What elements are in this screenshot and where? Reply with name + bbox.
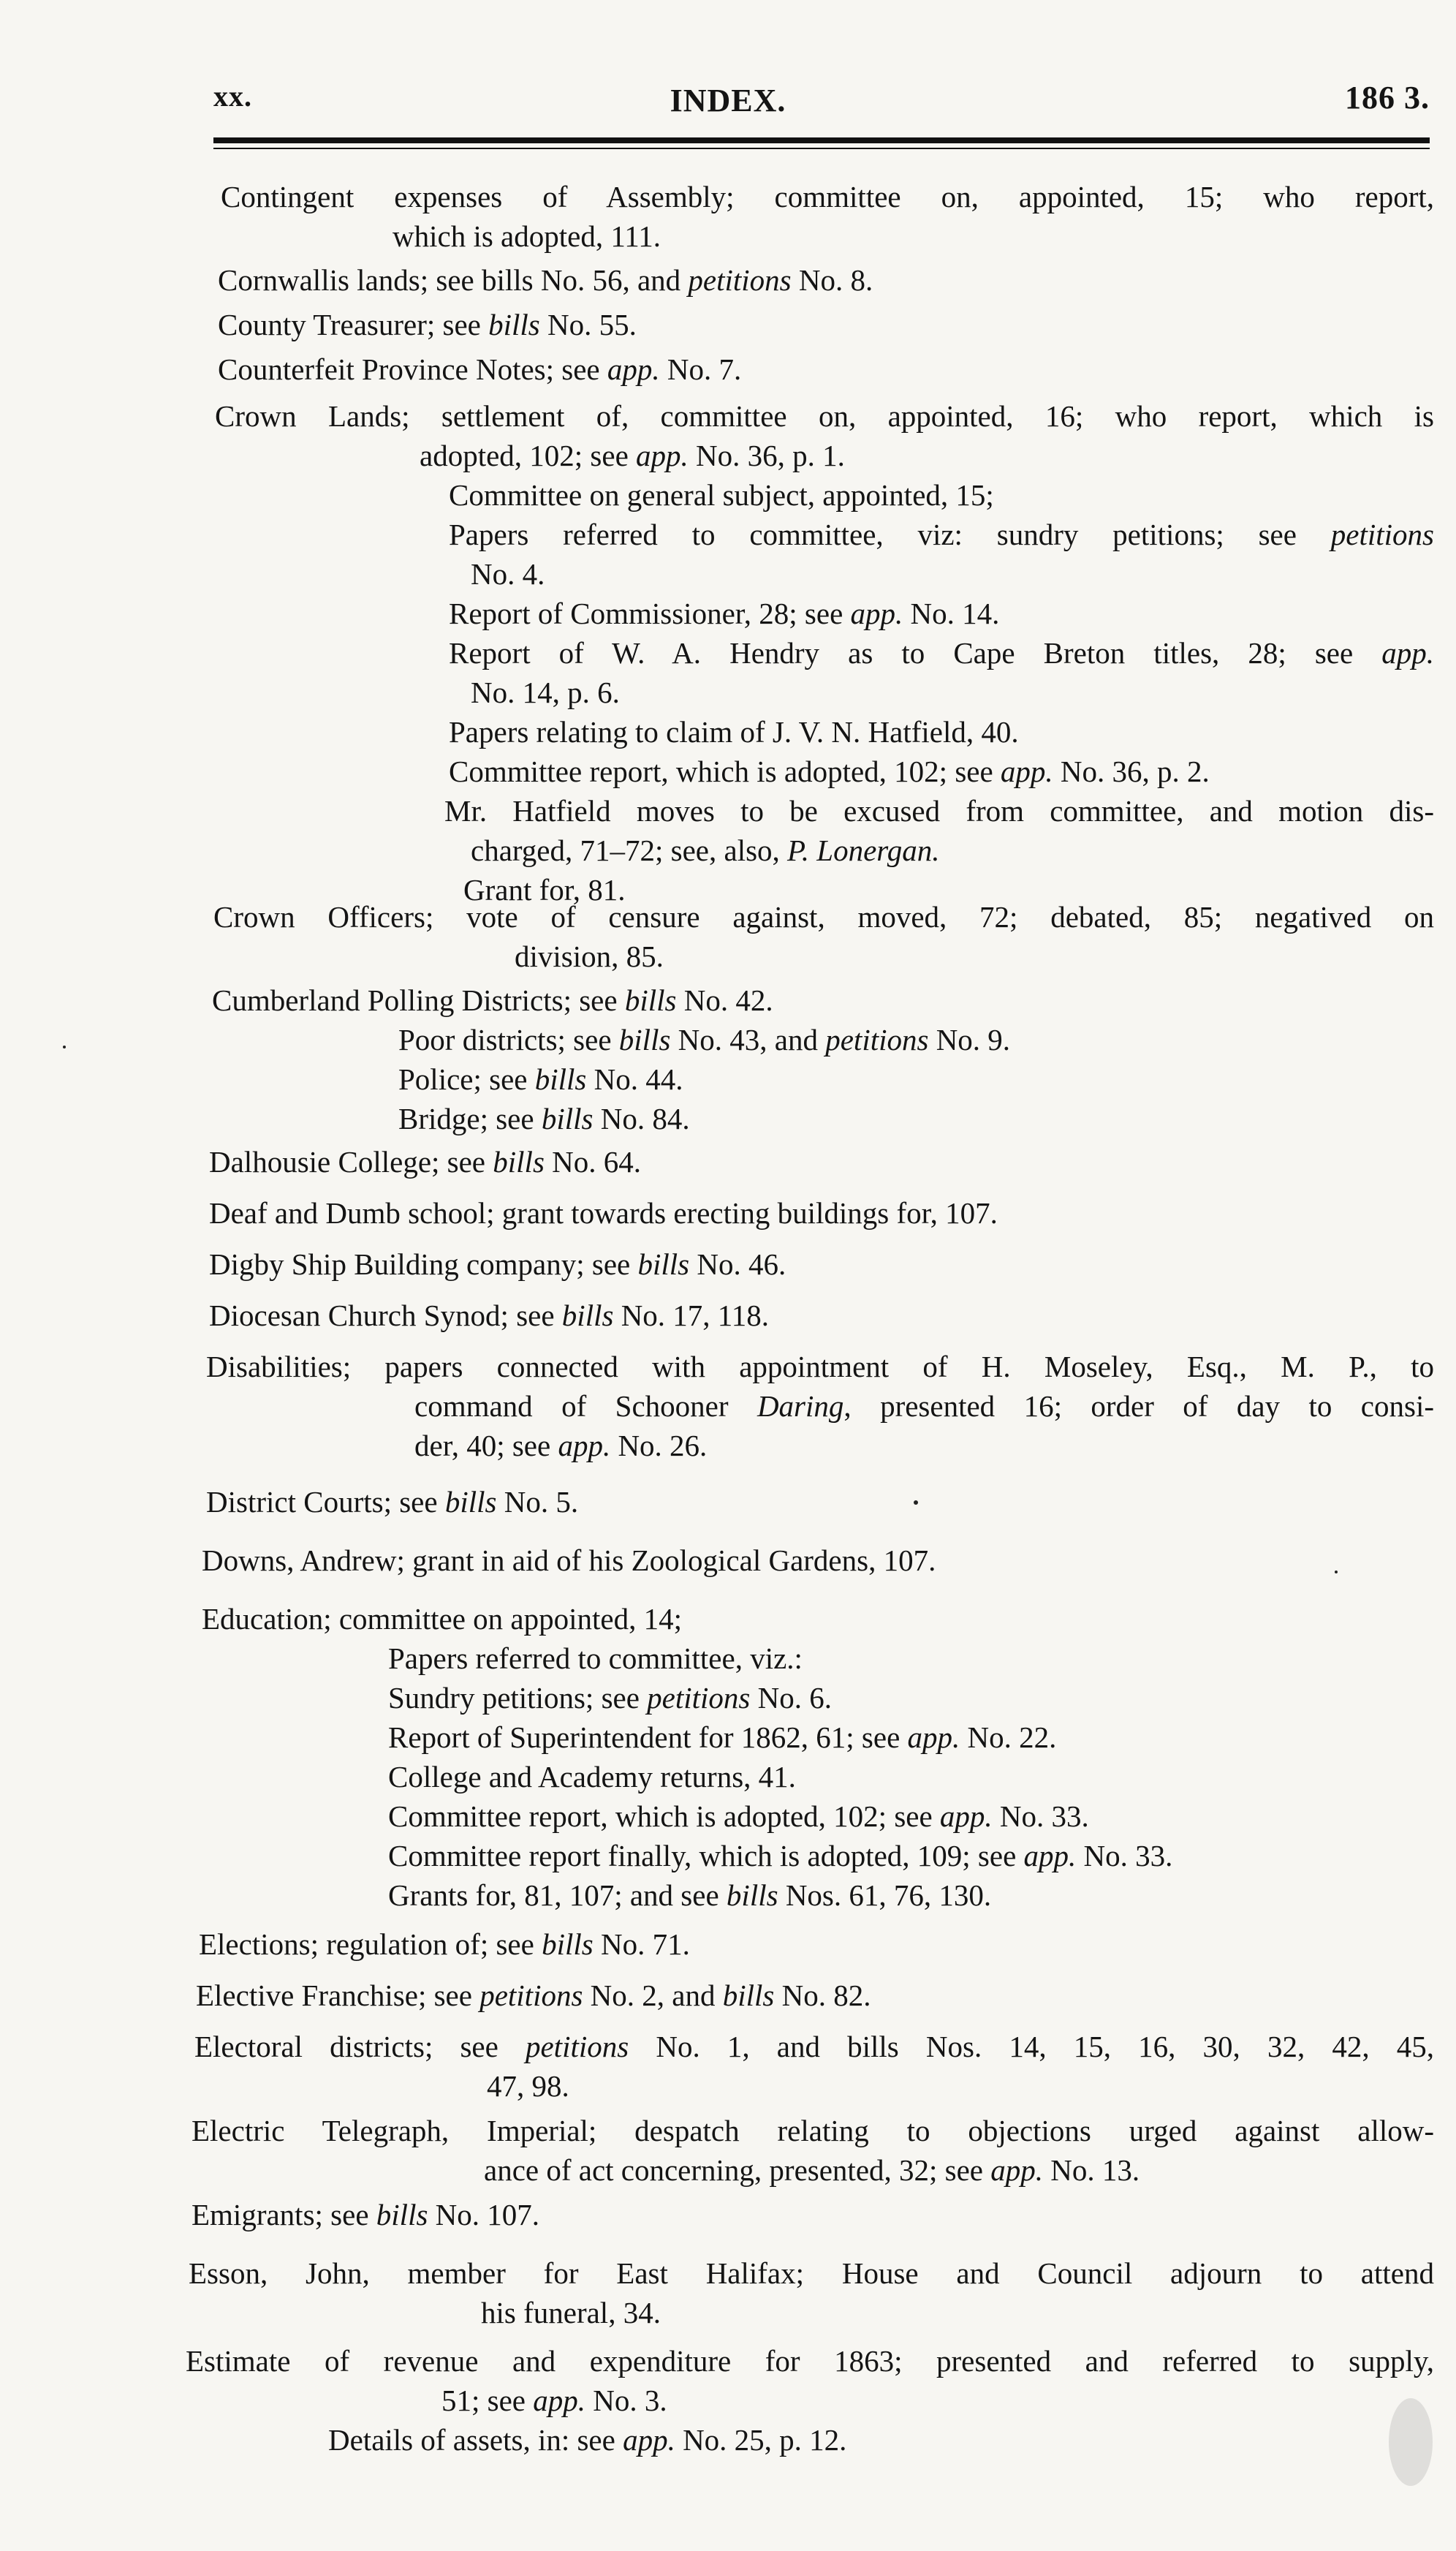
entry-subline: Papers relating to claim of J. V. N. Hatfield, 40. [449, 715, 1019, 749]
entry-heading-line: Estimate of revenue and expenditure for 1863; presented and referred to supply, [186, 2344, 1434, 2378]
year-heading: 186 3. [1345, 80, 1430, 116]
index-entry [218, 349, 1434, 389]
entry-subline: College and Academy returns, 41. [388, 1760, 796, 1794]
index-entry [194, 2027, 1434, 2106]
entry-subline: der, 40; see app. No. 26. [414, 1429, 708, 1462]
ink-speck [1335, 1571, 1338, 1573]
entry-subline: Grant for, 81. [463, 873, 626, 907]
entry-subline: Bridge; see bills No. 84. [398, 1102, 690, 1135]
entry-subline: adopted, 102; see app. No. 36, p. 1. [420, 439, 845, 472]
index-entry [196, 1976, 1434, 2015]
entry-heading-line: Deaf and Dumb school; grant towards erecting buildings for, 107. [209, 1196, 998, 1230]
entry-subline: 47, 98. [487, 2069, 569, 2103]
entry-subline: division, 85. [515, 940, 664, 973]
ink-speck [63, 1046, 66, 1048]
entry-heading-line: Electric Telegraph, Imperial; despatch relating to objections urged against allow- [192, 2114, 1434, 2147]
entry-heading-line: Cumberland Polling Districts; see bills No. 42. [212, 983, 773, 1017]
index-entry [186, 2341, 1434, 2460]
entry-subline: Report of Commissioner, 28; see app. No. 14. [449, 597, 1000, 630]
header-rule-thick [213, 137, 1430, 143]
entry-heading-line: Education; committee on appointed, 14; [202, 1602, 682, 1636]
entry-heading-line: Counterfeit Province Notes; see app. No. 7. [218, 352, 742, 386]
index-entry [209, 1296, 1434, 1335]
entry-subline: Committee on general subject, appointed, 15; [449, 478, 994, 512]
entry-subline: Poor districts; see bills No. 43, and petitions No. 9. [398, 1023, 1011, 1057]
paper-stain [1389, 2398, 1433, 2486]
index-entry [218, 260, 1434, 300]
entry-heading-line: Crown Officers; vote of censure against, moved, 72; debated, 85; negatived on [213, 900, 1434, 934]
entry-heading-line: Electoral districts; see petitions No. 1, and bills Nos. 14, 15, 16, 30, 32, 42, 45, [194, 2030, 1434, 2063]
entry-heading-line: Elective Franchise; see petitions No. 2, and bills No. 82. [196, 1979, 871, 2012]
index-entries [186, 162, 1434, 2460]
index-entry [199, 1924, 1434, 1964]
entry-heading-line: Elections; regulation of; see bills No. 71. [199, 1927, 690, 1961]
index-entry [209, 1193, 1434, 1233]
index-entry [221, 177, 1434, 256]
index-entry [192, 2111, 1434, 2190]
entry-subline: charged, 71–72; see, also, P. Lonergan. [471, 834, 940, 867]
entry-subline: ance of act concerning, presented, 32; see app. No. 13. [484, 2153, 1140, 2187]
entry-subline: Sundry petitions; see petitions No. 6. [388, 1681, 832, 1715]
entry-heading-line: Esson, John, member for East Halifax; House and Council adjourn to attend [189, 2256, 1434, 2290]
entry-heading-line: Downs, Andrew; grant in aid of his Zoological Gardens, 107. [202, 1543, 936, 1577]
entry-subline: command of Schooner Daring, presented 16; order of day to consi- [414, 1389, 1434, 1423]
index-entry [215, 396, 1434, 910]
entry-heading-line: Digby Ship Building company; see bills No. 46. [209, 1247, 786, 1281]
entry-heading-line: Diocesan Church Synod; see bills No. 17, 118. [209, 1299, 770, 1332]
entry-subline: Committee report, which is adopted, 102; see app. No. 33. [388, 1799, 1089, 1833]
index-entry [212, 980, 1434, 1138]
index-entry [209, 1142, 1434, 1182]
header-rule-thin [213, 148, 1430, 149]
index-entry [189, 2253, 1434, 2332]
entry-heading-line: County Treasurer; see bills No. 55. [218, 308, 637, 341]
entry-heading-line: Dalhousie College; see bills No. 64. [209, 1145, 642, 1179]
index-entry [206, 1482, 1434, 1522]
entry-subline: Report of W. A. Hendry as to Cape Breton titles, 28; see app. [449, 636, 1434, 670]
page-title: INDEX. [670, 83, 786, 118]
entry-subline: Grants for, 81, 107; and see bills Nos. 61, 76, 130. [388, 1878, 992, 1912]
entry-heading-line: Crown Lands; settlement of, committee on, appointed, 16; who report, which is [215, 399, 1434, 433]
entry-subline: Committee report finally, which is adopted, 109; see app. No. 33. [388, 1839, 1173, 1872]
entry-subline: No. 14, p. 6. [471, 676, 620, 709]
entry-subline: Papers referred to committee, viz.: [388, 1641, 803, 1675]
entry-heading-line: Contingent expenses of Assembly; committee on, appointed, 15; who report, [221, 180, 1434, 213]
entry-heading-line: Emigrants; see bills No. 107. [192, 2198, 540, 2231]
entry-subline: Report of Superintendent for 1862, 61; see app. No. 22. [388, 1720, 1057, 1754]
entry-heading-line: Disabilities; papers connected with appointment of H. Moseley, Esq., M. P., to [206, 1350, 1434, 1383]
entry-subline: Details of assets, in: see app. No. 25, p. 12. [328, 2423, 847, 2457]
index-entry [218, 305, 1434, 344]
entry-subline: which is adopted, 111. [393, 219, 661, 253]
entry-heading-line: District Courts; see bills No. 5. [206, 1485, 579, 1519]
ink-speck [914, 1500, 918, 1505]
entry-subline: his funeral, 34. [481, 2296, 661, 2329]
entry-subline: Police; see bills No. 44. [398, 1062, 683, 1096]
index-entry [202, 1599, 1434, 1915]
page-number: xx. [213, 80, 252, 113]
index-entry [202, 1541, 1434, 1580]
entry-subline: Mr. Hatfield moves to be excused from committee, and motion dis- [444, 794, 1434, 828]
entry-subline: Committee report, which is adopted, 102; see app. No. 36, p. 2. [449, 755, 1210, 788]
index-entry [192, 2195, 1434, 2234]
entry-subline: No. 4. [471, 557, 545, 591]
index-entry [213, 897, 1434, 976]
index-entry [209, 1244, 1434, 1284]
entry-heading-line: Cornwallis lands; see bills No. 56, and petitions No. 8. [218, 263, 873, 297]
index-entry [206, 1347, 1434, 1465]
entry-subline: Papers referred to committee, viz: sundry petitions; see petitions [449, 518, 1434, 551]
entry-subline: 51; see app. No. 3. [441, 2384, 667, 2417]
